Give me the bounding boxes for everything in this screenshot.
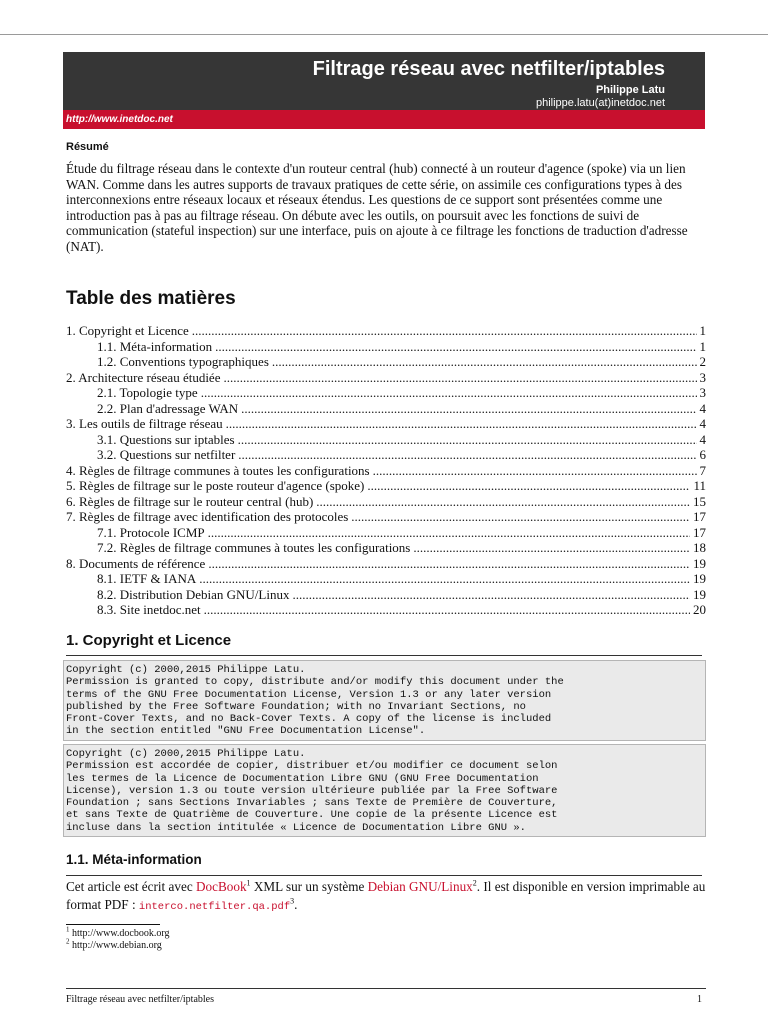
toc-leader-dots (367, 478, 690, 494)
toc-entry-page: 1 (699, 323, 706, 338)
toc-leader-dots (215, 339, 696, 355)
toc-leader-dots (208, 525, 690, 541)
toc-entry-page: 18 (693, 540, 706, 555)
toc-entry-page: 15 (693, 493, 706, 509)
toc-entry-label[interactable]: 7.2. Règles de filtrage communes à toutes les configurations (97, 540, 411, 555)
toc-leader-dots (241, 401, 696, 417)
toc-entry[interactable] (66, 602, 706, 618)
toc-leader-dots (272, 354, 697, 370)
author-name: Philippe Latu (595, 84, 665, 96)
toc-entry-label[interactable]: 8.3. Site inetdoc.net (97, 602, 201, 617)
footnote (66, 937, 170, 952)
toc-entry[interactable] (66, 323, 706, 339)
toc-entry[interactable] (66, 416, 706, 432)
meta-text: . (294, 897, 298, 912)
toc-entry[interactable] (66, 401, 706, 417)
toc-entry[interactable] (66, 432, 706, 448)
toc-entry-label[interactable]: 6. Règles de filtrage sur le routeur central (hub) (66, 493, 314, 509)
toc-entry[interactable] (66, 509, 706, 525)
meta-text: . Il est disponible en version imprimable au format PDF : (66, 879, 706, 912)
docbook-link[interactable]: DocBook (195, 879, 247, 894)
toc-leader-dots (373, 463, 697, 479)
abstract-text: Étude du filtrage réseau dans le contexte d'un routeur central (hub) connecté à un routeur d'agence (spoke) via un lien WAN. Comme dans les autres supports de travaux pratiques de cette série, on assimile ces configurations types à des interconnexions entre réseaux locaux et réseaux étendus. Les questions de ce support sont présentées comme une introduction pas à pas au filtrage réseau. On débute avec les outils, on poursuit avec les fonctions de suivi de communication (stateful inspection) sur une interface, puis on ajoute à ce filtrage les fonctions de traduction d'adresse (NAT). (66, 161, 688, 254)
toc-entry-label[interactable]: 8.2. Distribution Debian GNU/Linux (97, 586, 290, 602)
toc-leader-dots (292, 587, 690, 603)
toc-entry-page: 4 (699, 416, 706, 431)
toc-entry-label[interactable]: 1.1. Méta-information (97, 338, 213, 354)
footnote-number: 2 (66, 937, 70, 946)
title-banner (63, 52, 705, 110)
toc-entry-label[interactable]: 1.2. Conventions typographiques (97, 354, 269, 369)
site-url-link[interactable]: http://www.inetdoc.net (66, 114, 173, 125)
toc-entry-page: 3 (699, 385, 706, 400)
toc-entry-label[interactable]: 1. Copyright et Licence (66, 323, 189, 338)
toc-entry-label[interactable]: 2.1. Topologie type (97, 385, 198, 400)
toc-entry[interactable] (66, 540, 706, 556)
toc-leader-dots (238, 447, 696, 463)
url-bar (63, 110, 705, 129)
toc-leader-dots (226, 416, 697, 432)
toc-entry-page: 19 (693, 555, 706, 571)
toc-entry-page: 17 (693, 509, 706, 524)
toc-leader-dots (208, 556, 690, 572)
footnotes (66, 925, 170, 952)
toc-leader-dots (413, 540, 690, 556)
toc-leader-dots (238, 432, 697, 448)
license-code-english: Copyright (c) 2000,2015 Philippe Latu. Permission is granted to copy, distribute and/or modify this document under the terms of the GNU Free Documentation License, Version 1.3 or any later version published by the Free Software Foundation; with no Invariant Sections, no Front-Cover Texts, and no Back-Cover Texts. A copy of the license is included in the section entitled "GNU Free Documentation License". (63, 660, 706, 741)
table-of-contents (66, 323, 706, 618)
toc-entry[interactable] (66, 587, 706, 603)
debian-link[interactable]: Debian GNU/Linux (367, 879, 473, 894)
toc-entry-label[interactable]: 8.1. IETF & IANA (97, 571, 197, 586)
toc-entry[interactable] (66, 354, 706, 370)
toc-entry-page: 4 (699, 431, 706, 447)
toc-entry-label[interactable]: 7.1. Protocole ICMP (97, 524, 205, 540)
toc-entry-page: 19 (693, 586, 706, 602)
toc-leader-dots (223, 370, 696, 386)
toc-entry-label[interactable]: 3.2. Questions sur netfilter (97, 447, 236, 462)
toc-entry[interactable] (66, 370, 706, 386)
toc-entry-label[interactable]: 5. Règles de filtrage sur le poste routeur d'agence (spoke) (66, 478, 365, 493)
toc-entry-label[interactable]: 2. Architecture réseau étudiée (66, 369, 221, 385)
toc-entry-page: 20 (693, 602, 706, 617)
top-rule (0, 34, 768, 35)
footnote-ref[interactable]: 3 (290, 896, 295, 906)
toc-entry-label[interactable]: 4. Règles de filtrage communes à toutes les configurations (66, 462, 370, 478)
section-heading-copyright: 1. Copyright et Licence (66, 632, 702, 656)
toc-entry[interactable] (66, 463, 706, 479)
footnote-ref[interactable]: 2 (472, 878, 477, 888)
toc-entry-page: 6 (699, 447, 706, 462)
toc-entry[interactable] (66, 494, 706, 510)
section-heading-meta: 1.1. Méta-information (66, 852, 702, 876)
toc-entry-page: 7 (699, 462, 706, 478)
toc-entry-label[interactable]: 2.2. Plan d'adressage WAN (97, 400, 239, 416)
toc-leader-dots (351, 509, 690, 525)
toc-entry-page: 1 (699, 338, 706, 354)
footnote (66, 925, 170, 940)
footnote-url[interactable]: http://www.docbook.org (69, 928, 170, 939)
toc-entry-label[interactable]: 3. Les outils de filtrage réseau (66, 416, 223, 431)
toc-entry-page: 4 (699, 400, 706, 416)
footnote-number: 1 (66, 925, 70, 934)
meta-text: Cet article est écrit avec (66, 879, 196, 894)
footer-rule (66, 988, 706, 989)
license-code-french: Copyright (c) 2000,2015 Philippe Latu. Permission est accordée de copier, distribuer et/ou modifier ce document selon les termes de la Licence de Documentation Libre GNU (GNU Free Documentation License), version 1.3 ou toute version ultérieure publiée par la Free Software Foundation ; sans Sections Invariables ; sans Texte de Première de Couverture, et sans Texte de Quatrième de Couverture. Une copie de la présente Licence est incluse dans la section intitulée « Licence de Documentation Libre GNU ». (63, 744, 706, 837)
toc-entry[interactable] (66, 385, 706, 401)
toc-leader-dots (201, 385, 697, 401)
toc-entry-label[interactable]: 7. Règles de filtrage avec identification des protocoles (66, 509, 349, 524)
pdf-link[interactable]: interco.netfilter.qa.pdf (138, 901, 291, 913)
author-email: philippe.latu(at)inetdoc.net (535, 97, 665, 109)
toc-title: Table des matières (66, 288, 236, 309)
document-title: Filtrage réseau avec netfilter/iptables (312, 58, 665, 80)
toc-entry-page: 2 (699, 354, 706, 369)
toc-entry-page: 19 (693, 571, 706, 586)
abstract-title: Résumé (66, 141, 109, 153)
toc-entry-page: 11 (693, 478, 706, 493)
toc-leader-dots (316, 494, 690, 510)
toc-entry[interactable] (66, 339, 706, 355)
toc-entry[interactable] (66, 447, 706, 463)
footnote-ref[interactable]: 1 (246, 878, 251, 888)
toc-leader-dots (204, 602, 690, 618)
toc-entry[interactable] (66, 571, 706, 587)
toc-entry[interactable] (66, 525, 706, 541)
footnote-url[interactable]: http://www.debian.org (69, 940, 162, 951)
toc-entry-page: 17 (693, 524, 706, 540)
toc-entry[interactable] (66, 556, 706, 572)
footnote-rule (66, 924, 160, 925)
footer-page-number: 1 (697, 994, 702, 1005)
meta-paragraph (66, 878, 706, 916)
toc-leader-dots (199, 571, 690, 587)
meta-text: XML sur un système (250, 879, 368, 894)
toc-leader-dots (192, 323, 697, 339)
toc-entry-label[interactable]: 8. Documents de référence (66, 555, 206, 571)
toc-entry[interactable] (66, 478, 706, 494)
toc-entry-page: 3 (699, 369, 706, 385)
toc-entry-label[interactable]: 3.1. Questions sur iptables (97, 431, 235, 447)
footer-title: Filtrage réseau avec netfilter/iptables (66, 994, 214, 1005)
